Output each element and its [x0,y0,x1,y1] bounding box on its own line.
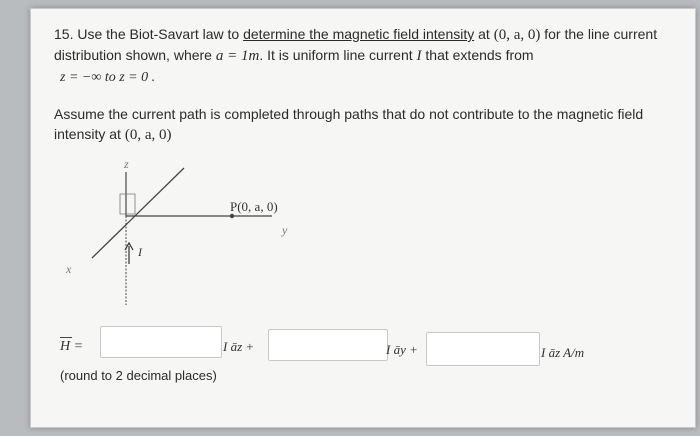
question-text-end: for the line current [544,26,658,42]
point-coordinates-2: (0, a, 0) [124,127,172,143]
distribution-text: distribution shown, where [54,47,212,63]
underlined-phrase: determine the magnetic field intensity [243,26,475,42]
question-number: 15. [54,26,74,42]
answer-field-1[interactable] [100,326,222,358]
extends-text: that extends from [425,47,534,63]
question-text-start: Use the Biot-Savart law to [77,26,240,42]
origin-plane [120,194,135,214]
answer-field-3[interactable] [426,332,540,366]
point-p-label: P(0, a, 0) [230,199,278,214]
term1-unit: I āz + [223,339,255,354]
point-coordinates: (0, a, 0) [493,27,541,43]
current-label: I [138,245,142,259]
answer-field-2[interactable] [268,329,388,361]
term2-unit: I āy + [386,342,418,357]
z-axis-label: z [124,157,129,171]
x-axis-label: x [66,262,72,276]
z-range-line: z = −∞ to z = 0 . [60,70,156,85]
term3-unit: I āz A/m [541,345,585,360]
uniform-text: . It is uniform line current [259,47,413,63]
rounding-note: (round to 2 decimal places) [60,368,217,383]
h-vector-label: H = [60,339,84,354]
h-overline [60,337,72,338]
assumption-line-1: Assume the current path is completed through paths that do not contribute to the magnetic field [54,106,644,122]
a-equation: a = 1m [215,48,260,64]
current-symbol: I [416,48,422,64]
intensity-at-text: intensity at [54,126,121,142]
at-word: at [478,26,490,42]
y-axis-label: y [282,223,288,237]
